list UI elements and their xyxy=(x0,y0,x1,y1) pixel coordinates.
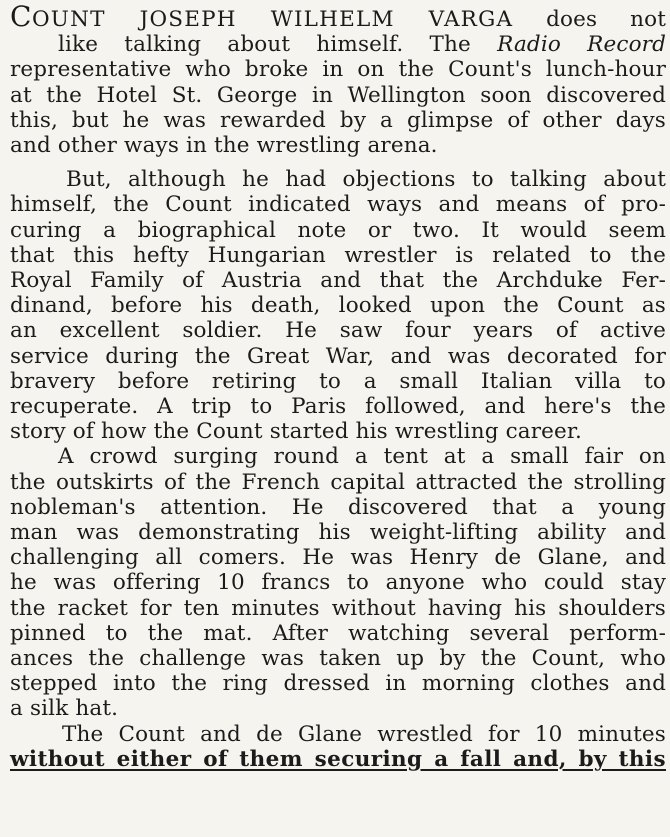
article-line: an excellent soldier. He saw four years of active xyxy=(10,318,666,344)
publication-name: Radio Record xyxy=(497,32,667,58)
article-column xyxy=(10,0,667,772)
article-line: representative who broke in on the Count's lunch-hour xyxy=(10,57,666,83)
article-line: challenging all comers. He was Henry de Glane, and xyxy=(10,545,666,571)
article-line: The Count and de Glane wrestled for 10 minutes xyxy=(62,721,666,747)
article-line: he was offering 10 francs to anyone who could stay xyxy=(10,570,666,596)
article-line: without either of them securing a fall and, by this xyxy=(10,746,666,772)
article-line: and other ways in the wrestling arena. xyxy=(10,133,438,159)
drop-cap: C xyxy=(10,0,32,33)
article-line: curing a biographical note or two. It would seem xyxy=(10,217,666,243)
article-line xyxy=(10,0,666,33)
article-line: ances the challenge was taken up by the Count, who xyxy=(10,646,666,672)
paragraph-3 xyxy=(10,444,666,721)
article-line: the racket for ten minutes without having his shoulders xyxy=(10,595,666,621)
article-line: this, but he was rewarded by a glimpse of other days xyxy=(10,107,666,133)
article-line: dinand, before his death, looked upon the Count as xyxy=(10,293,666,319)
article-line: stepped into the ring dressed in morning clothes and xyxy=(10,671,666,697)
article-line: the outskirts of the French capital attracted the strolling xyxy=(10,469,666,495)
paragraph-4 xyxy=(10,722,666,772)
article-line: bravery before retiring to a small Italian villa to xyxy=(10,368,666,394)
article-line: story of how the Count started his wrestling career. xyxy=(10,419,582,445)
lead-in-caps: OUNT JOSEPH WILHELM VARGA xyxy=(31,7,514,32)
article-line: Royal Family of Austria and that the Archduke Fer- xyxy=(10,268,666,294)
article-line: pinned to the mat. After watching several perform- xyxy=(10,620,666,646)
article-line: that this hefty Hungarian wrestler is related to the xyxy=(10,242,666,268)
paragraph-2 xyxy=(10,167,666,444)
line-text: does not xyxy=(513,7,666,32)
article-line: at the Hotel St. George in Wellington soon discovered xyxy=(10,82,666,108)
article-line xyxy=(10,32,666,57)
article-line: service during the Great War, and was decorated for xyxy=(10,343,666,369)
line-text: like talking about himself. The xyxy=(58,32,498,58)
article-line: a silk hat. xyxy=(10,696,119,722)
article-line: nobleman's attention. He discovered that a young xyxy=(10,494,666,520)
article-line: himself, the Count indicated ways and means of pro- xyxy=(10,192,666,218)
paragraph-1 xyxy=(10,0,667,159)
article-line: A crowd surging round a tent at a small fair on xyxy=(58,444,666,470)
article-line: man was demonstrating his weight-lifting ability and xyxy=(10,520,666,546)
article-line: recuperate. A trip to Paris followed, and here's the xyxy=(10,394,666,420)
article-line: But, although he had objections to talking about xyxy=(66,167,666,193)
